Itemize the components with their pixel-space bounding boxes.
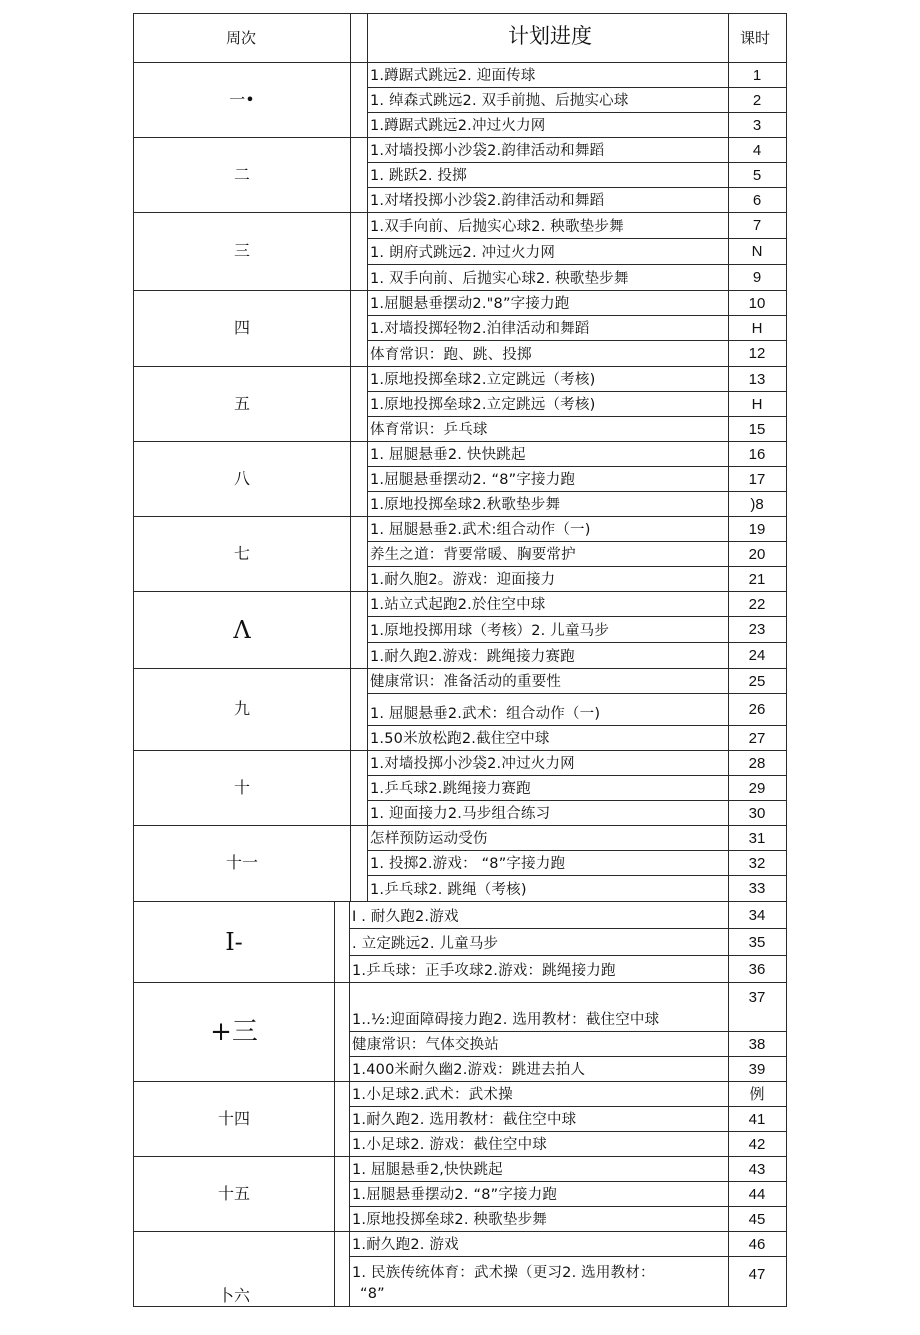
plan-text: 1. 投掷2.游戏： “8”字接力跑 <box>370 856 566 872</box>
plan-text: 1.400米耐久幽2.游戏：跳进去拍人 <box>352 1062 586 1078</box>
week-separator <box>133 1081 787 1082</box>
week-separator <box>133 137 787 138</box>
hours-value: 39 <box>748 1060 766 1078</box>
week-separator <box>133 668 787 669</box>
hours-value: 45 <box>748 1210 766 1228</box>
header-divider <box>133 62 787 63</box>
plan-text: 1. 跳跃2. 投掷 <box>370 168 467 184</box>
hours-value: 26 <box>748 701 766 718</box>
row-separator <box>367 642 787 643</box>
week-separator <box>133 982 787 983</box>
hours-value: 30 <box>748 804 766 822</box>
hours-value: 9 <box>752 269 762 286</box>
plan-text: 体育常识：乒乓球 <box>370 422 488 438</box>
week-separator <box>133 366 787 367</box>
plan-text: 1. 绰森式跳远2. 双手前抛、后抛实心球 <box>370 93 629 109</box>
hours-value: 4 <box>752 141 762 159</box>
plan-text: 1. 屈腿悬垂2.武术：组合动作（一) <box>370 706 601 722</box>
hours-value: 23 <box>748 621 766 638</box>
hours-value: 43 <box>748 1160 766 1178</box>
plan-text: 1.原地投掷垒球2.立定跳远（考核) <box>370 372 596 388</box>
week-label-4: 四 <box>233 318 251 337</box>
week-label-9: 九 <box>233 699 251 718</box>
hours-value: 28 <box>748 754 766 772</box>
row-separator <box>367 187 787 188</box>
week-label-1: 一• <box>229 89 255 109</box>
hours-value: )8 <box>750 495 764 513</box>
plan-text: 1.蹲踞式跳远2.冲过火力网 <box>370 118 546 134</box>
week-separator <box>133 750 787 751</box>
hours-value: N <box>751 243 763 260</box>
week-label-14: 十四 <box>217 1108 251 1128</box>
plan-text: 1.原地投掷垒球2. 秧歌垫步舞 <box>352 1212 547 1228</box>
col-divider-lower-a <box>334 901 335 1306</box>
week-separator <box>133 825 787 826</box>
plan-text: 1.双手向前、后抛实心球2. 秧歌垫步舞 <box>370 219 624 235</box>
plan-text: 1.乒乓球2.跳绳接力赛跑 <box>370 781 531 797</box>
plan-text: 健康常识：气体交换站 <box>352 1037 499 1053</box>
row-separator <box>367 800 787 801</box>
plan-text: 体育常识：跑、跳、投掷 <box>370 347 532 363</box>
row-separator <box>349 1106 787 1107</box>
row-separator <box>367 616 787 617</box>
plan-text: 1.乒乓球2. 跳绳（考核) <box>370 882 527 898</box>
hours-value: 32 <box>748 854 766 872</box>
hours-value: 例 <box>749 1085 765 1103</box>
hours-value: 41 <box>748 1110 766 1128</box>
plan-text: 1. 屈腿悬垂2. 快快跳起 <box>370 447 526 463</box>
row-separator <box>349 1131 787 1132</box>
plan-text: 1. 双手向前、后抛实心球2. 秧歌垫步舞 <box>370 271 629 287</box>
hours-value: 10 <box>748 294 766 312</box>
row-separator <box>367 566 787 567</box>
plan-text-cont: “8” <box>360 1286 385 1302</box>
plan-text: 1.耐久跑2.游戏：跳绳接力赛跑 <box>370 649 575 665</box>
plan-text: 1.原地投掷垒球2.秋歌垫步舞 <box>370 497 561 513</box>
table-border-right <box>786 13 787 1307</box>
hours-value: 15 <box>748 420 766 438</box>
plan-text: 1.蹲踞式跳远2. 迎面传球 <box>370 68 536 84</box>
row-separator <box>367 315 787 316</box>
plan-text: 1.屈腿悬垂摆动2. “8”字接力跑 <box>370 472 576 488</box>
plan-text: 1.对墙投掷轻物2.泊律活动和舞蹈 <box>370 321 590 337</box>
row-separator <box>349 1181 787 1182</box>
hours-value: 12 <box>748 345 766 362</box>
hours-value: 25 <box>748 672 766 690</box>
hours-value: H <box>751 395 763 413</box>
plan-text: 1.耐久跑2. 游戏 <box>352 1237 459 1253</box>
plan-text: 1.耐久胞2。游戏：迎面接力 <box>370 572 556 588</box>
hours-value: 37 <box>748 989 766 1006</box>
week-label-8: Λ <box>233 615 251 644</box>
hours-value: 33 <box>748 880 766 897</box>
week-label-16: 卜六 <box>217 1286 251 1305</box>
plan-text: 1.对堵投掷小沙袋2.韵律活动和舞蹈 <box>370 193 605 209</box>
row-separator <box>367 340 787 341</box>
hours-value: 24 <box>748 647 766 664</box>
plan-text: 1. 民族传统体育：武术操（更习2. 选用教材： <box>352 1265 655 1281</box>
hours-value: 16 <box>748 445 766 463</box>
row-separator <box>367 264 787 265</box>
row-separator <box>349 1056 787 1057</box>
row-separator <box>367 725 787 726</box>
plan-text: 1.原地投掷垒球2.立定跳远（考核) <box>370 397 596 413</box>
row-separator <box>367 875 787 876</box>
plan-text: 1. 屈腿悬垂2.武术:组合动作（一) <box>370 522 591 538</box>
row-separator <box>367 491 787 492</box>
hours-value: 47 <box>748 1266 766 1283</box>
plan-text: 1.小足球2. 游戏：截住空中球 <box>352 1137 547 1153</box>
week-label-2: 二 <box>233 164 251 184</box>
row-separator <box>349 955 787 956</box>
plan-text: 1.原地投掷用球（考核）2. 儿童马步 <box>370 623 610 639</box>
header-hours: 课时 <box>740 29 771 47</box>
hours-value: 29 <box>748 779 766 797</box>
week-separator <box>133 901 787 902</box>
plan-text: I . 耐久跑2.游戏 <box>352 909 459 925</box>
row-separator <box>367 162 787 163</box>
table-border-top <box>133 13 787 14</box>
week-separator <box>133 516 787 517</box>
week-label-10: 十 <box>233 777 251 797</box>
plan-text: 1.屈腿悬垂摆动2."8”字接力跑 <box>370 296 570 312</box>
hours-value: 1 <box>752 66 762 84</box>
row-separator <box>367 775 787 776</box>
week-label-6: 八 <box>233 468 251 488</box>
hours-value: 34 <box>748 906 766 924</box>
plan-text: . 立定跳远2. 儿童马步 <box>352 936 499 952</box>
plan-text: 怎样预防运动受伤 <box>370 831 488 847</box>
row-separator <box>367 466 787 467</box>
plan-text: 1.耐久跑2. 选用教材：截住空中球 <box>352 1112 577 1128</box>
header-week: 周次 <box>226 29 257 47</box>
row-separator <box>367 850 787 851</box>
hours-value: 31 <box>748 829 766 847</box>
hours-value: 3 <box>752 116 762 134</box>
plan-text: 1.屈腿悬垂摆动2. “8”字接力跑 <box>352 1187 558 1203</box>
hours-value: 7 <box>752 217 762 234</box>
plan-text: 1. 迎面接力2.马步组合练习 <box>370 806 551 822</box>
plan-text: 1.对墙投掷小沙袋2.冲过火力网 <box>370 756 575 772</box>
hours-value: H <box>751 319 763 337</box>
hours-value: 46 <box>748 1235 766 1253</box>
row-separator <box>367 693 787 694</box>
row-separator <box>367 87 787 88</box>
col-divider-hours <box>728 13 729 1306</box>
hours-value: 38 <box>748 1035 766 1053</box>
hours-value: 44 <box>748 1185 766 1203</box>
row-separator <box>367 416 787 417</box>
week-separator <box>133 1231 787 1232</box>
col-divider-lower-b <box>349 901 350 1306</box>
week-separator <box>133 1156 787 1157</box>
plan-text: 1.小足球2.武术：武术操 <box>352 1087 513 1103</box>
table-border-bottom <box>133 1306 787 1307</box>
header-plan: 计划进度 <box>508 24 592 48</box>
week-separator <box>133 212 787 213</box>
plan-text: 健康常识：准备活动的重要性 <box>370 674 562 690</box>
hours-value: 21 <box>748 570 766 588</box>
col-divider-b <box>367 13 368 901</box>
row-separator <box>367 391 787 392</box>
row-separator <box>349 928 787 929</box>
week-label-12: I- <box>225 927 243 956</box>
hours-value: 19 <box>748 520 766 538</box>
plan-text: 1. 屈腿悬垂2,快快跳起 <box>352 1162 503 1178</box>
week-label-7: 七 <box>233 543 251 563</box>
row-separator <box>349 1256 787 1257</box>
week-label-15: 十五 <box>217 1183 251 1203</box>
week-label-11: 十一 <box>225 853 259 872</box>
hours-value: 2 <box>752 91 762 109</box>
plan-text: 1.对墙投掷小沙袋2.韵律活动和舞蹈 <box>370 143 605 159</box>
hours-value: 17 <box>748 470 766 488</box>
week-label-3: 三 <box>233 241 251 260</box>
week-separator <box>133 591 787 592</box>
hours-value: 13 <box>748 370 766 388</box>
hours-value: 35 <box>748 933 766 951</box>
plan-text: 养生之道：背要常暖、胸要常护 <box>370 547 576 563</box>
hours-value: 5 <box>752 166 762 184</box>
hours-value: 27 <box>748 729 766 747</box>
row-separator <box>367 238 787 239</box>
hours-value: 6 <box>752 191 762 209</box>
plan-text: 1..½:迎面障碍接力跑2. 选用教材：截住空中球 <box>352 1012 660 1028</box>
hours-value: 22 <box>748 595 766 613</box>
col-divider-a <box>350 13 351 901</box>
hours-value: 20 <box>748 545 766 563</box>
plan-text: 1.站立式起跑2.於住空中球 <box>370 597 546 613</box>
row-separator <box>349 1031 787 1032</box>
row-separator <box>367 541 787 542</box>
week-separator <box>133 441 787 442</box>
week-separator <box>133 290 787 291</box>
hours-value: 36 <box>748 960 766 978</box>
week-label-13: +三 <box>210 1016 258 1047</box>
week-label-5: 五 <box>233 393 251 413</box>
plan-text: 1.50米放松跑2.截住空中球 <box>370 731 550 747</box>
row-separator <box>349 1206 787 1207</box>
table-border-left <box>133 13 134 1307</box>
plan-text: 1. 朗府式跳远2. 冲过火力网 <box>370 245 556 261</box>
row-separator <box>367 112 787 113</box>
hours-value: 42 <box>748 1135 766 1153</box>
plan-text: 1.乒乓球：正手攻球2.游戏：跳绳接力跑 <box>352 963 616 979</box>
